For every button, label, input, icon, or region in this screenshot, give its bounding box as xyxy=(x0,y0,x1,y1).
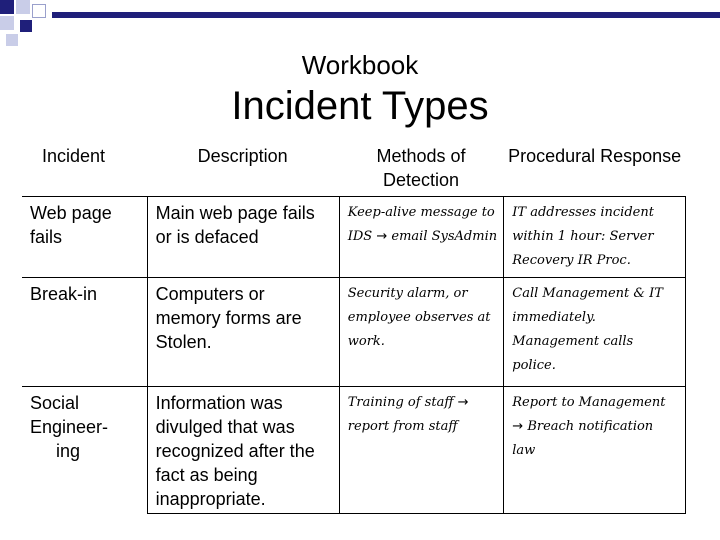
incident-line: Social xyxy=(30,393,80,413)
cell-detection: Security alarm, or employee observes at work. xyxy=(339,277,504,386)
cell-description: Information was divulged that was recognized after the fact as being inappropriate. xyxy=(147,386,339,514)
detection-text-end: report from staff xyxy=(347,419,458,434)
column-header-response xyxy=(503,144,686,196)
detection-text-end: email SysAdmin xyxy=(391,229,498,244)
cell-incident: Break-in xyxy=(22,277,147,386)
incident-line: ing xyxy=(56,441,81,461)
cell-incident xyxy=(22,386,147,514)
detection-text-start: Keep-alive message to IDS xyxy=(347,205,495,244)
cell-description: Main web page fails or is defaced xyxy=(147,196,339,277)
right-arrow-icon: → xyxy=(376,229,388,244)
cell-response: Call Management & IT immediately. Management calls police. xyxy=(503,277,686,386)
column-header-description: Description xyxy=(197,146,288,166)
response-text-start: Report to Management xyxy=(512,395,666,410)
cell-incident: Web page fails xyxy=(22,196,147,277)
cell-response: IT addresses incident within 1 hour: Server Recovery IR Proc. xyxy=(503,196,686,277)
table-row xyxy=(22,386,686,514)
column-header-incident: Incident xyxy=(42,146,106,166)
cell-description: Computers or memory forms are Stolen. xyxy=(147,277,339,386)
incident-table xyxy=(22,144,686,514)
cell-detection xyxy=(339,386,504,514)
cell-response xyxy=(503,386,686,514)
right-arrow-icon: → xyxy=(457,395,469,410)
response-text-end: Breach notification law xyxy=(512,419,654,458)
header-rule xyxy=(52,12,720,18)
incident-line: Engineer- xyxy=(30,417,109,437)
cell-detection xyxy=(339,196,504,277)
slide-subtitle: Workbook xyxy=(301,50,419,80)
column-header-detection xyxy=(339,144,504,196)
column-header-detection-text: Methods of Detection xyxy=(376,146,466,190)
table-header-row xyxy=(22,144,686,196)
table-row xyxy=(22,196,686,277)
detection-text-start: Training of staff xyxy=(347,395,454,410)
right-arrow-icon: → xyxy=(512,419,524,434)
table-row xyxy=(22,277,686,386)
slide-title: Incident Types xyxy=(231,84,489,128)
column-header-response-text: Procedural Response xyxy=(508,146,682,166)
